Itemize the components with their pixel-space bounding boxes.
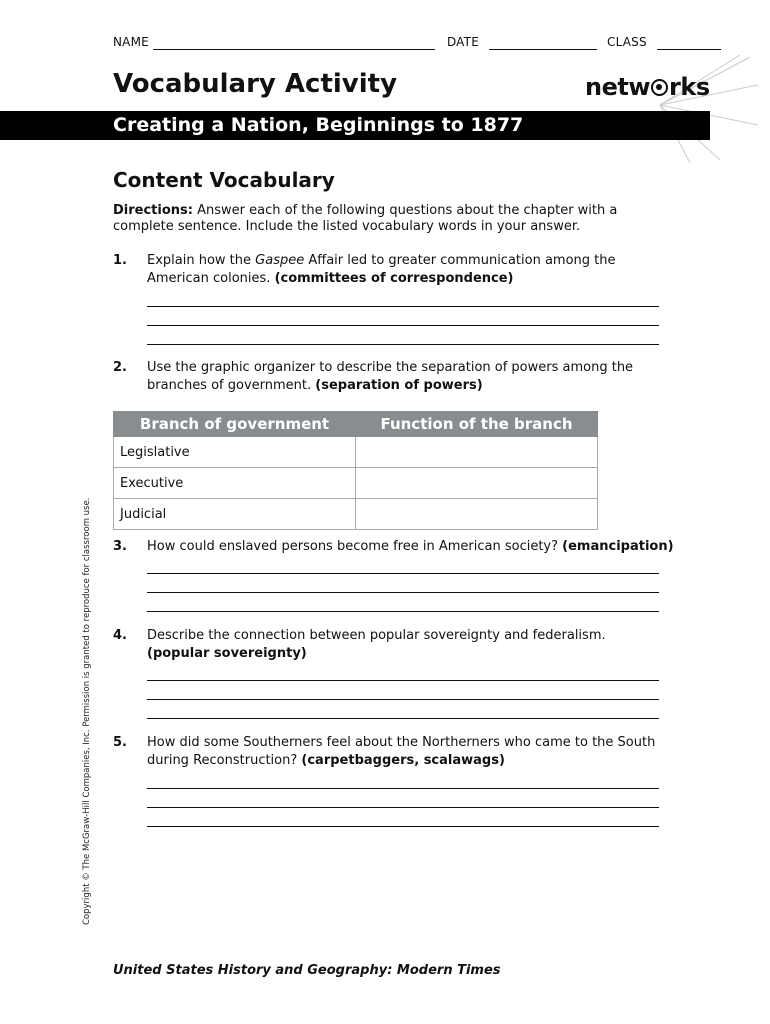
answer-lines[interactable] <box>147 288 659 345</box>
question-text: Describe the connection between popular sovereignty and federalism. (popular sovereignty) <box>147 628 606 661</box>
vocab-terms: (carpetbaggers, scalawags) <box>301 753 505 768</box>
student-info-line <box>113 35 721 50</box>
section-heading: Content Vocabulary <box>113 168 335 192</box>
graphic-organizer <box>113 411 598 530</box>
networks-logo <box>585 73 710 101</box>
vocab-terms: (separation of powers) <box>315 378 483 393</box>
book-title-footer: United States History and Geography: Modern Times <box>113 963 501 978</box>
decorative-rays <box>600 55 760 165</box>
name-label: NAME <box>113 35 149 49</box>
page-title: Vocabulary Activity <box>113 69 398 99</box>
italic-term: Gaspee <box>255 253 305 268</box>
date-label: DATE <box>446 35 479 49</box>
copyright-notice: Copyright © The McGraw-Hill Companies, Inc. Permission is granted to reproduce for classroom use. <box>82 497 92 925</box>
question-text: Use the graphic organizer to describe the separation of powers among the branches of government. (separation of powers) <box>147 360 634 393</box>
header-branch: Branch of government <box>114 412 356 437</box>
question-number: 3. <box>113 539 127 554</box>
branch-executive: Executive <box>114 468 356 499</box>
name-field[interactable] <box>153 35 435 50</box>
directions-text: Answer each of the following questions about the chapter with a complete sentence. Include the listed vocabulary words in your answer. <box>113 203 618 234</box>
banner-title: Creating a Nation, Beginnings to 1877 <box>113 114 524 136</box>
question-text: How could enslaved persons become free in American society? (emancipation) <box>147 539 674 554</box>
vocab-terms: (emancipation) <box>562 539 674 554</box>
logo-text-end: rks <box>669 73 710 101</box>
class-field[interactable] <box>657 35 721 50</box>
branch-legislative: Legislative <box>114 437 356 468</box>
question-text: Explain how the Gaspee Affair led to greater communication among the American colonies. (committees of correspondence) <box>147 253 616 286</box>
question-number: 2. <box>113 360 127 375</box>
answer-lines[interactable] <box>147 770 659 827</box>
answer-lines[interactable] <box>147 555 659 612</box>
class-label: CLASS <box>607 35 647 49</box>
function-cell[interactable] <box>356 499 598 530</box>
directions <box>113 203 633 235</box>
question-number: 5. <box>113 735 127 750</box>
date-field[interactable] <box>489 35 597 50</box>
directions-label: Directions: <box>113 203 193 218</box>
vocab-terms: (committees of correspondence) <box>274 271 514 286</box>
question-number: 1. <box>113 253 127 268</box>
question-number: 4. <box>113 628 127 643</box>
logo-text-start: netw <box>585 73 651 101</box>
function-cell[interactable] <box>356 468 598 499</box>
header-function: Function of the branch <box>356 412 598 437</box>
function-cell[interactable] <box>356 437 598 468</box>
question-text: How did some Southerners feel about the Northerners who came to the South during Reconstruction? (carpetbaggers, scalawags) <box>147 735 656 768</box>
logo-o-icon <box>651 79 668 96</box>
vocab-terms: (popular sovereignty) <box>147 646 307 661</box>
answer-lines[interactable] <box>147 662 659 719</box>
branch-judicial: Judicial <box>114 499 356 530</box>
